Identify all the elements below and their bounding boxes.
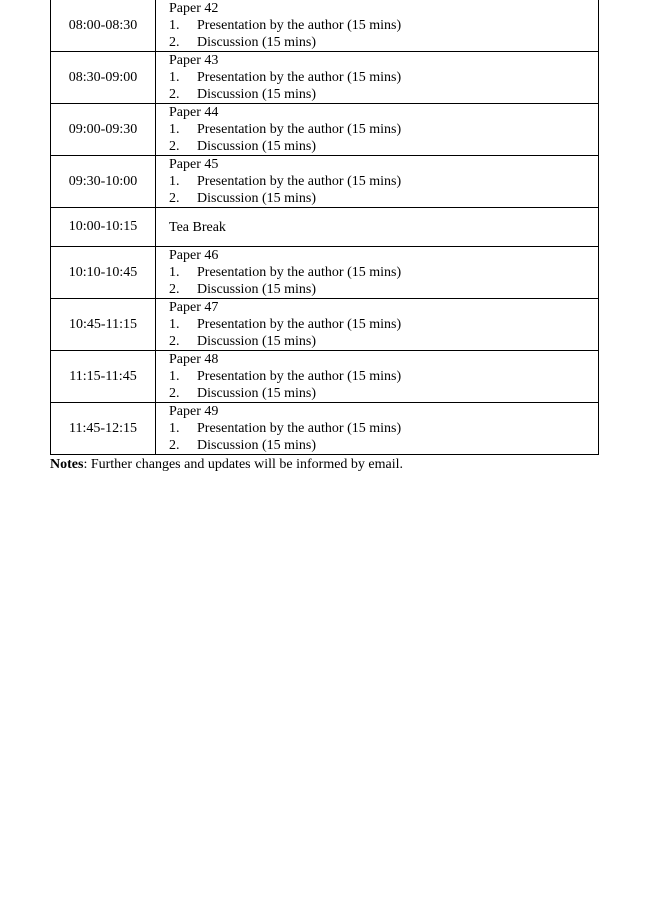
session-time: 10:00-10:15 xyxy=(51,208,156,247)
session-time: 09:00-09:30 xyxy=(51,104,156,156)
notes-text: : Further changes and updates will be informed by email. xyxy=(83,457,404,472)
break-label: Tea Break xyxy=(169,219,226,235)
session-row xyxy=(51,403,599,455)
agenda-item-number: 2. xyxy=(169,282,180,297)
session-details xyxy=(156,0,599,52)
schedule-table xyxy=(50,0,599,455)
agenda-item-number: 1. xyxy=(169,122,180,137)
agenda-item-text: Discussion (15 mins) xyxy=(197,87,316,102)
agenda-item-number: 2. xyxy=(169,386,180,401)
notes-label: Notes xyxy=(50,457,84,472)
agenda-item-text: Presentation by the author (15 mins) xyxy=(197,70,402,85)
session-time: 08:00-08:30 xyxy=(51,0,156,52)
agenda-item-number: 1. xyxy=(169,421,180,436)
agenda-item xyxy=(169,17,598,34)
session-row xyxy=(51,247,599,299)
session-row xyxy=(51,351,599,403)
session-row xyxy=(51,52,599,104)
paper-title: Paper 43 xyxy=(169,53,219,68)
agenda-item-number: 1. xyxy=(169,317,180,332)
agenda-item xyxy=(169,437,598,454)
session-details xyxy=(156,247,599,299)
agenda-item xyxy=(169,173,598,190)
agenda-item-text: Discussion (15 mins) xyxy=(197,334,316,349)
session-details xyxy=(156,52,599,104)
agenda-item xyxy=(169,138,598,155)
agenda-item-text: Presentation by the author (15 mins) xyxy=(197,369,402,384)
paper-title: Paper 44 xyxy=(169,105,219,120)
session-time: 11:45-12:15 xyxy=(51,403,156,455)
agenda-item xyxy=(169,316,598,333)
agenda-item-text: Discussion (15 mins) xyxy=(197,282,316,297)
agenda-item-number: 1. xyxy=(169,18,180,33)
agenda-item xyxy=(169,86,598,103)
session-details xyxy=(156,156,599,208)
session-details xyxy=(156,104,599,156)
paper-title: Paper 47 xyxy=(169,300,219,315)
session-time: 09:30-10:00 xyxy=(51,156,156,208)
break-row xyxy=(51,208,599,247)
agenda-item xyxy=(169,281,598,298)
agenda-item-number: 2. xyxy=(169,139,180,154)
agenda-item-text: Presentation by the author (15 mins) xyxy=(197,317,402,332)
session-row xyxy=(51,156,599,208)
paper-title: Paper 49 xyxy=(169,404,219,419)
session-details xyxy=(156,403,599,455)
agenda-item xyxy=(169,190,598,207)
agenda-item-number: 2. xyxy=(169,191,180,206)
paper-title: Paper 48 xyxy=(169,352,219,367)
paper-title: Paper 46 xyxy=(169,248,219,263)
session-details xyxy=(156,299,599,351)
agenda-item-text: Presentation by the author (15 mins) xyxy=(197,18,402,33)
agenda-item-text: Presentation by the author (15 mins) xyxy=(197,174,402,189)
agenda-item-number: 2. xyxy=(169,438,180,453)
session-details xyxy=(156,351,599,403)
session-time: 10:45-11:15 xyxy=(51,299,156,351)
schedule-body xyxy=(51,0,599,455)
agenda-item xyxy=(169,264,598,281)
session-row xyxy=(51,0,599,52)
agenda-item xyxy=(169,34,598,51)
agenda-item-text: Presentation by the author (15 mins) xyxy=(197,421,402,436)
agenda-item xyxy=(169,420,598,437)
agenda-item xyxy=(169,121,598,138)
agenda-item-text: Discussion (15 mins) xyxy=(197,438,316,453)
session-row xyxy=(51,104,599,156)
session-details xyxy=(156,208,599,247)
session-row xyxy=(51,299,599,351)
agenda-item-number: 2. xyxy=(169,35,180,50)
agenda-item xyxy=(169,333,598,350)
paper-title: Paper 42 xyxy=(169,1,219,16)
agenda-item xyxy=(169,385,598,402)
agenda-item-text: Discussion (15 mins) xyxy=(197,386,316,401)
agenda-item-text: Presentation by the author (15 mins) xyxy=(197,122,402,137)
paper-title: Paper 45 xyxy=(169,157,219,172)
session-time: 11:15-11:45 xyxy=(51,351,156,403)
agenda-item-text: Discussion (15 mins) xyxy=(197,139,316,154)
agenda-item-text: Discussion (15 mins) xyxy=(197,191,316,206)
agenda-item-number: 2. xyxy=(169,334,180,349)
notes-paragraph xyxy=(50,456,403,473)
agenda-item xyxy=(169,368,598,385)
session-time: 08:30-09:00 xyxy=(51,52,156,104)
session-time: 10:10-10:45 xyxy=(51,247,156,299)
agenda-item-text: Discussion (15 mins) xyxy=(197,35,316,50)
agenda-item-text: Presentation by the author (15 mins) xyxy=(197,265,402,280)
agenda-item-number: 1. xyxy=(169,265,180,280)
agenda-item-number: 1. xyxy=(169,70,180,85)
agenda-item-number: 1. xyxy=(169,174,180,189)
agenda-item-number: 1. xyxy=(169,369,180,384)
agenda-item-number: 2. xyxy=(169,87,180,102)
agenda-item xyxy=(169,69,598,86)
